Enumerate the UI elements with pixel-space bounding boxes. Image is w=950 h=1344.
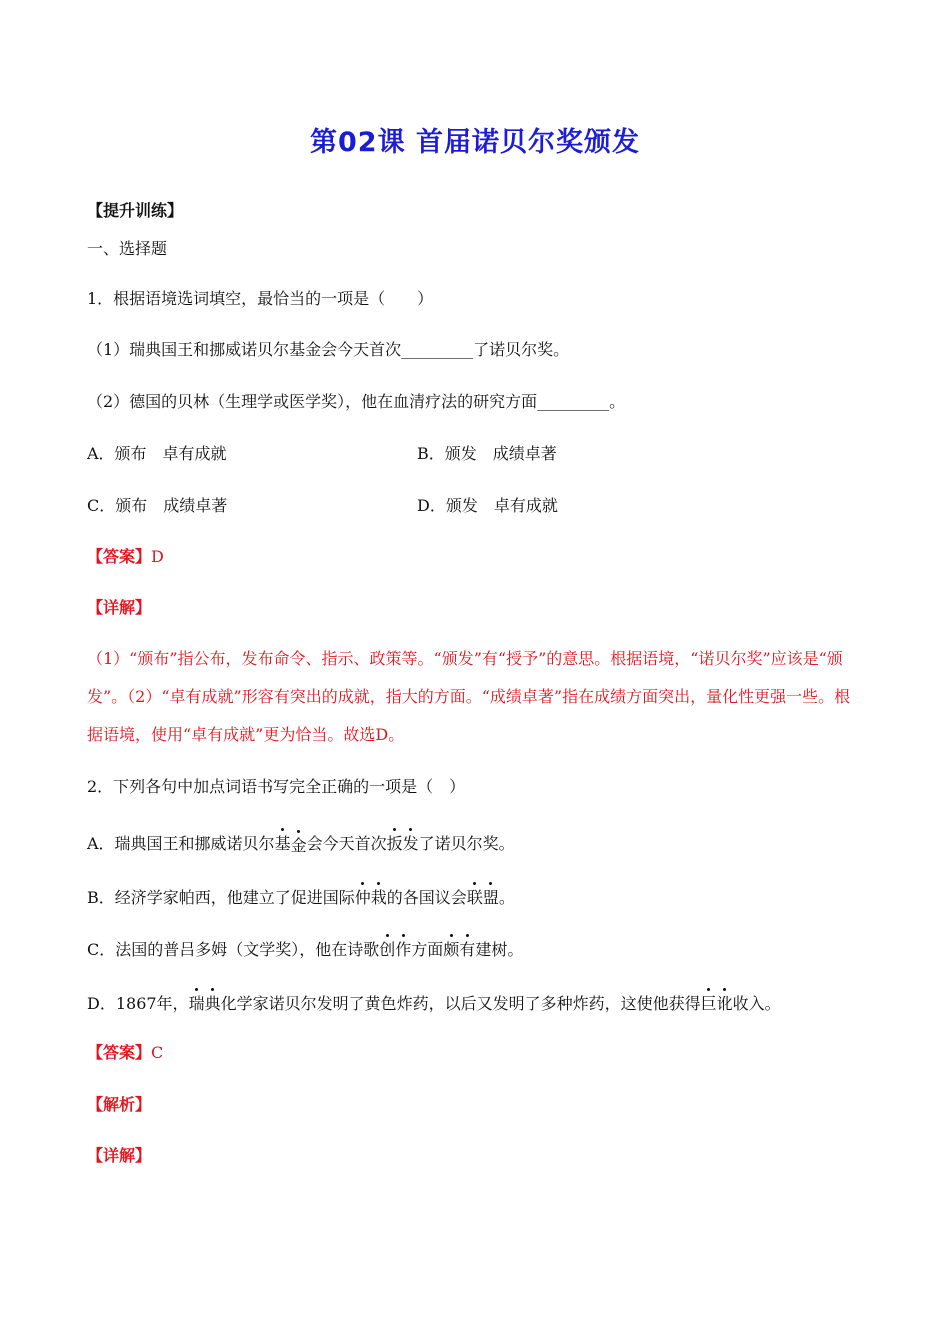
q1-option-d: D．颁发 卓有成就	[417, 496, 558, 515]
q2-c-post: 建树。	[475, 940, 524, 959]
q1-item-1: （1）瑞典国王和挪威诺贝尔基金会今天首次_________了诺贝尔奖。	[87, 340, 570, 359]
q2-option-d	[87, 988, 781, 1014]
q2-option-b	[87, 882, 515, 908]
q1-option-c: C．颁布 成绩卓著	[87, 496, 228, 515]
q2-a-pre: A．瑞典国王和挪威诺贝尔	[87, 834, 275, 853]
q1-item-2: （2）德国的贝林（生理学或医学奖），他在血清疗法的研究方面_________。	[87, 392, 626, 411]
q2-d-dotted-2: 典	[204, 994, 221, 1013]
q2-b-dotted-1: 仲	[354, 888, 371, 907]
q1-detail-text: （1）“颁布”指公布，发布命令、指示、政策等。“颁发”有“授予”的意思。根据语境，“诺贝尔奖”应该是“颁发”。（2）“卓有成就”形容有突出的成就，指大的方面。“成绩卓著”指在成绩方面突出，量化性更强一些。根据语境，使用“卓有成就”更为恰当。故选D。	[87, 649, 851, 744]
q2-a-mid: 会今天首次	[306, 834, 387, 853]
q2-d-dotted-1: 瑞	[188, 994, 205, 1013]
q2-b-pre: B．经济学家帕西，他建立了促进国际	[87, 888, 355, 907]
q2-answer-label: 【答案】	[87, 1043, 152, 1062]
q2-a-post: 了诺贝尔奖。	[418, 834, 515, 853]
q2-d-post: 收入。	[732, 994, 781, 1013]
q2-d-dotted-3: 巨	[700, 994, 717, 1013]
q2-d-pre: D．1867年，	[87, 994, 189, 1013]
q2-c-dotted-4: 有	[459, 940, 476, 959]
q2-b-dotted-2: 栽	[370, 888, 387, 907]
q2-b-dotted-3: 联	[466, 888, 483, 907]
part-label: 一、选择题	[87, 239, 168, 258]
q2-a-dotted-2: 金	[290, 836, 307, 855]
q1-answer-value: D	[151, 547, 164, 566]
q2-detail-label: 【详解】	[87, 1146, 152, 1165]
q2-analysis-label: 【解析】	[87, 1095, 152, 1114]
section-header: 【提升训练】	[87, 201, 184, 220]
q2-c-pre: C．法国的普吕多姆（文学奖），他在诗歌	[87, 940, 380, 959]
q2-stem: 2．下列各句中加点词语书写完全正确的一项是（ ）	[87, 777, 466, 796]
q1-detail-label: 【详解】	[87, 598, 152, 617]
q2-a-dotted-4: 发	[402, 834, 419, 853]
q2-answer	[87, 1043, 163, 1063]
q1-answer	[87, 547, 164, 567]
q2-option-a	[87, 828, 515, 854]
q2-option-c	[87, 934, 523, 960]
q2-c-dotted-2: 作	[395, 940, 412, 959]
q2-d-mid: 化学家诺贝尔发明了黄色炸药，以后又发明了多种炸药，这使他获得	[220, 994, 701, 1013]
q2-a-dotted-1: 基	[274, 834, 291, 853]
q2-c-dotted-3: 颇	[443, 940, 460, 959]
q1-option-b: B．颁发 成绩卓著	[417, 444, 557, 463]
q2-b-mid: 的各国议会	[386, 888, 467, 907]
q1-option-a: A．颁布 卓有成就	[87, 444, 227, 463]
q2-c-mid: 方面	[411, 940, 444, 959]
q2-d-dotted-4: 讹	[716, 994, 733, 1013]
q2-answer-value: C	[151, 1043, 164, 1062]
q1-stem: 1．根据语境选词填空，最恰当的一项是（ ）	[87, 289, 434, 308]
q2-a-dotted-3: 扳	[386, 834, 403, 853]
q2-c-dotted-1: 创	[379, 940, 396, 959]
q2-b-dotted-4: 盟	[482, 888, 499, 907]
page-title: 第02课 首届诺贝尔奖颁发	[310, 127, 640, 158]
q2-b-post: 。	[498, 888, 515, 907]
q1-answer-label: 【答案】	[87, 547, 152, 566]
